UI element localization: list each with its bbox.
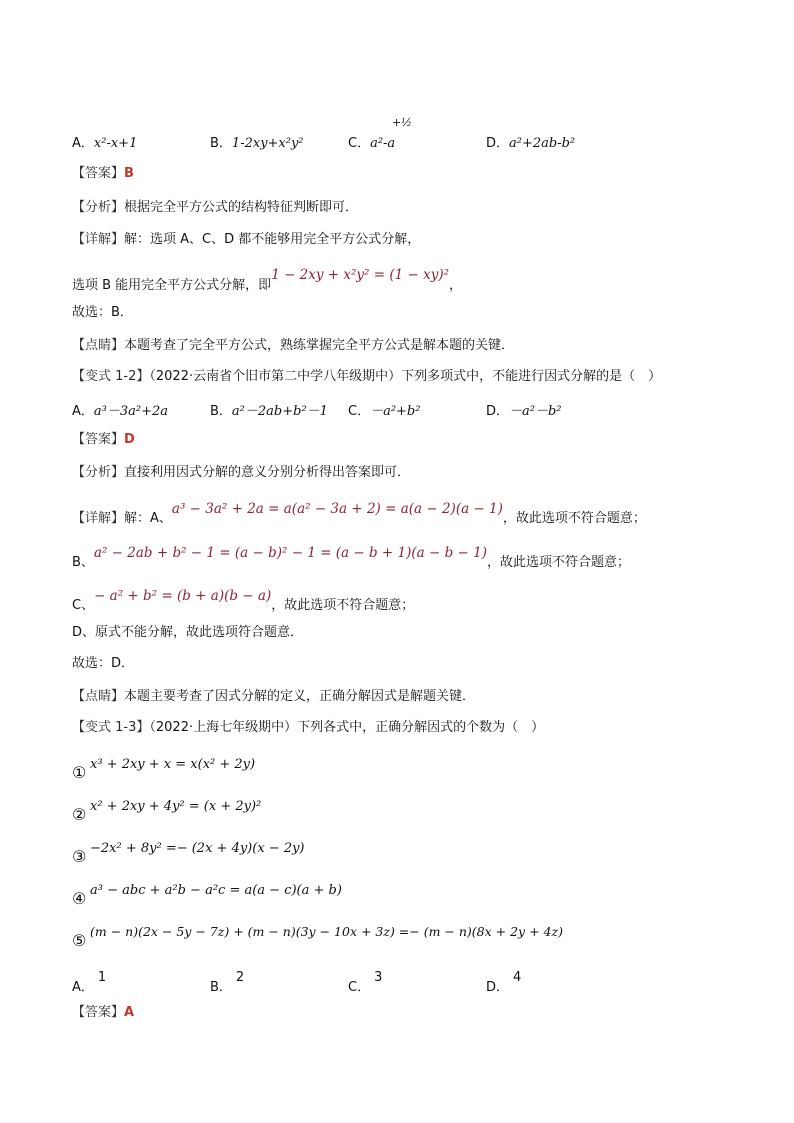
- variant-tag: 【变式 1-2】: [72, 369, 150, 384]
- option-expr: a³－3a²+2a: [93, 404, 169, 419]
- q3-item-5: [72, 924, 563, 950]
- comment-tag: 【点睛】: [72, 689, 125, 704]
- item-number: ①: [72, 763, 87, 782]
- q3-option-d: [486, 970, 522, 995]
- question-stem: 下列各式中，正确分解因式的个数为（ ）: [297, 720, 545, 735]
- question-source: （2022·云南省个旧市第二中学八年级期中）: [149, 369, 402, 384]
- detail-text: 解：A、: [124, 511, 172, 526]
- q3-item-3: [72, 841, 305, 866]
- option-letter: D．: [486, 136, 510, 151]
- option-expr: a²-a: [370, 136, 396, 151]
- option-letter: C．: [348, 136, 371, 151]
- item-number: ②: [72, 805, 87, 824]
- q2-option-c: [348, 400, 420, 419]
- q2-answer: [72, 431, 135, 449]
- analysis-tag: 【分析】: [72, 465, 125, 480]
- answer-tag: 【答案】: [72, 166, 125, 181]
- option-letter: D．: [486, 404, 510, 419]
- question-source: （2022·上海七年级期中）: [149, 720, 298, 735]
- q2-detail-a: [72, 501, 646, 528]
- option-value: 1: [97, 970, 107, 985]
- q1-option-d: [486, 132, 575, 151]
- item-number: ④: [72, 889, 87, 908]
- q2-option-a: [72, 400, 168, 419]
- q3-answer: [72, 1004, 134, 1022]
- detail-tag: 【详解】: [72, 232, 125, 247]
- q3-item-2: [72, 799, 262, 824]
- analysis-tag: 【分析】: [72, 200, 125, 215]
- item-formula: −2x² + 8y² =− (2x + 4y)(x − 2y): [90, 841, 305, 856]
- question-stem: 下列多项式中，不能进行因式分解的是（ ）: [401, 369, 662, 384]
- q3-item-1: [72, 757, 256, 782]
- item-formula: x² + 2xy + 4y² = (x + 2y)²: [90, 799, 262, 814]
- option-letter: B．: [210, 980, 232, 995]
- option-letter: B．: [210, 404, 232, 419]
- answer-value: A: [124, 1005, 135, 1020]
- detail-punct: ，: [449, 278, 463, 293]
- comment-tag: 【点睛】: [72, 338, 125, 353]
- detail-formula: a³ − 3a² + 2a = a(a² − 3a + 2) = a(a − 2)(a − 1): [171, 501, 503, 517]
- analysis-text: 根据完全平方公式的结构特征判断即可．: [124, 200, 359, 215]
- option-expr: －a²+b²: [370, 404, 421, 419]
- option-value: 2: [235, 970, 245, 985]
- option-exponent: +½: [392, 116, 412, 129]
- comment-text: 本题考查了完全平方公式，熟练掌握完全平方公式是解本题的关键．: [124, 338, 515, 353]
- option-letter: C．: [348, 404, 371, 419]
- item-number: ③: [72, 847, 87, 866]
- item-formula: x³ + 2xy + x = x(x² + 2y): [90, 757, 256, 772]
- answer-tag: 【答案】: [72, 432, 125, 447]
- q2-stem: [72, 368, 661, 386]
- option-expr: x²-x+1: [93, 136, 138, 151]
- detail-text: 选项 B 能用完全平方公式分解，即: [72, 278, 272, 293]
- detail-text: C、: [72, 598, 95, 613]
- q1-option-a: [72, 132, 137, 151]
- detail-text: ，故此选项不符合题意；: [271, 598, 415, 613]
- choose-text: 故选：D．: [72, 656, 135, 671]
- q3-option-b: [210, 970, 245, 995]
- option-letter: B．: [210, 136, 232, 151]
- q2-analysis: [72, 464, 410, 482]
- detail-text: ，故此选项不符合题意；: [502, 511, 646, 526]
- q1-option-b: [210, 132, 304, 151]
- detail-formula: a² − 2ab + b² − 1 = (a − b)² − 1 = (a − b + 1)(a − b − 1): [93, 545, 487, 561]
- option-value: 4: [513, 970, 522, 985]
- option-expr: a²－2ab+b²－1: [231, 404, 328, 419]
- detail-tag: 【详解】: [72, 511, 125, 526]
- q1-option-c: [348, 116, 412, 151]
- item-formula: (m − n)(2x − 5y − 7z) + (m − n)(3y − 10x + 3z) =− (m − n)(8x + 2y + 4z): [90, 924, 563, 939]
- option-expr: a²+2ab-b²: [509, 136, 576, 151]
- comment-text: 本题主要考查了因式分解的定义，正确分解因式是解题关键．: [124, 689, 476, 704]
- option-value: 3: [374, 970, 383, 985]
- q2-option-b: [210, 400, 328, 419]
- detail-text: B、: [72, 555, 94, 570]
- option-expr: 1-2xy+x²y²: [231, 136, 304, 151]
- q1-detail: [72, 231, 420, 249]
- option-letter: A．: [72, 404, 94, 419]
- q3-option-c: [348, 970, 383, 995]
- option-letter: A．: [72, 136, 94, 151]
- answer-tag: 【答案】: [72, 1005, 125, 1020]
- q3-item-4: [72, 883, 342, 908]
- q2-detail-c: [72, 588, 415, 615]
- option-letter: C．: [348, 980, 371, 995]
- option-letter: A．: [72, 980, 94, 995]
- q3-stem: [72, 719, 544, 737]
- q1-detail-line-2: [72, 267, 463, 295]
- choose-text: 故选：B．: [72, 305, 133, 320]
- q2-option-d: [486, 400, 562, 419]
- detail-formula: − a² + b² = (b + a)(b − a): [94, 588, 272, 604]
- q2-detail-d: [72, 624, 303, 642]
- q2-choose: [72, 655, 134, 673]
- answer-value: B: [124, 166, 134, 181]
- q1-comment: [72, 337, 514, 355]
- q2-comment: [72, 688, 475, 706]
- q1-answer: [72, 165, 134, 183]
- detail-text: D、原式不能分解，故此选项符合题意．: [72, 625, 304, 640]
- detail-text: ，故此选项不符合题意；: [487, 555, 631, 570]
- detail-text: 解：选项 A、C、D 都不能够用完全平方公式分解，: [124, 232, 421, 247]
- option-expr: －a²－b²: [509, 404, 562, 419]
- detail-formula: 1 − 2xy + x²y² = (1 − xy)²: [271, 267, 450, 283]
- item-formula: a³ − abc + a²b − a²c = a(a − c)(a + b): [90, 883, 342, 898]
- analysis-text: 直接利用因式分解的意义分别分析得出答案即可．: [124, 465, 411, 480]
- q2-detail-b: [72, 545, 631, 572]
- q1-choose: [72, 304, 133, 322]
- option-letter: D．: [486, 980, 510, 995]
- variant-tag: 【变式 1-3】: [72, 720, 150, 735]
- answer-value: D: [124, 432, 135, 447]
- item-number: ⑤: [72, 931, 87, 950]
- q3-option-a: [72, 970, 107, 995]
- q1-analysis: [72, 199, 358, 217]
